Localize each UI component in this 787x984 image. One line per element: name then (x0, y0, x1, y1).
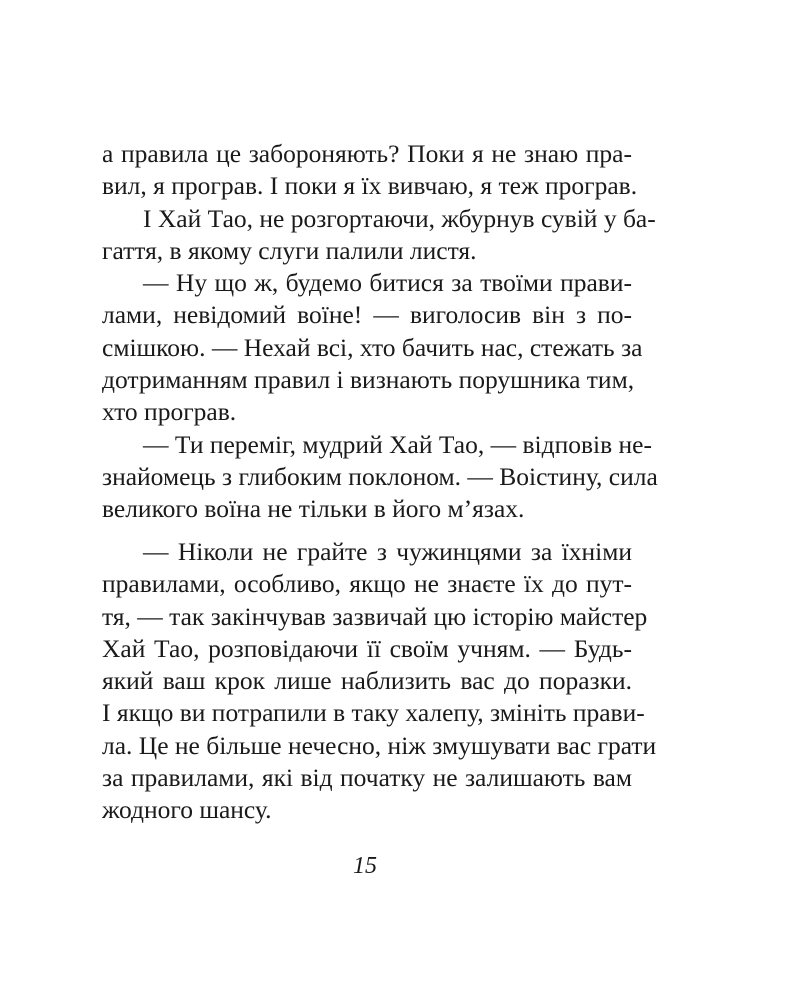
paragraph (102, 203, 656, 268)
paragraph (102, 429, 658, 526)
text-line: Хай Тао, розповідаючи її своїм учням. — Будь- (102, 633, 632, 663)
text-line: а правила це забороняють? Поки я не знаю пра- (102, 139, 632, 168)
text-line: — Ти переміг, мудрий Хай Тао, — відповів не- (143, 429, 652, 459)
paragraph (102, 536, 657, 827)
text-line: знайомець з глибоким поклоном. — Воістину, сила (102, 461, 658, 491)
text-line: правилами, особливо, якщо не знаєте їх до пут- (102, 569, 632, 599)
text-line: жодного шансу. (102, 795, 272, 825)
paragraph (102, 267, 643, 428)
text-line: — Ну що ж, будемо битися за твоїми прави- (143, 268, 632, 298)
text-line: за правилами, які від початку не залишають вам (102, 763, 632, 793)
text-block-top (102, 138, 658, 526)
text-line: вил, я програв. І поки я їх вивчаю, я теж програв. (102, 171, 638, 201)
text-line: великого воїна не тільки в його м’язах. (102, 494, 525, 524)
text-line: І якщо ви потрапили в таку халепу, змініть прави- (102, 698, 645, 728)
text-line: дотриманням правил і визнають порушника тим, (102, 365, 635, 395)
text-line: ла. Це не більше нечесно, ніж змушувати вас грати (102, 730, 657, 760)
text-line: смішкою. — Нехай всі, хто бачить нас, стежать за (102, 332, 643, 362)
text-line: гаття, в якому слуги палили листя. (102, 235, 477, 265)
text-line: який ваш крок лише наблизить вас до поразки. (102, 666, 632, 696)
paragraph (102, 138, 638, 203)
text-line: тя, — так закінчував зазвичай цю історію майстер (102, 601, 648, 631)
text-line: хто програв. (102, 397, 237, 427)
text-line: І Хай Тао, не розгортаючи, жбурнув сувій у ба- (143, 203, 656, 233)
text-line: — Ніколи не грайте з чужинцями за їхніми (143, 537, 632, 566)
text-block-bottom (102, 536, 657, 827)
text-line: лами, невідомий воїне! — виголосив він з по- (102, 300, 632, 330)
page-number: 15 (353, 853, 377, 879)
